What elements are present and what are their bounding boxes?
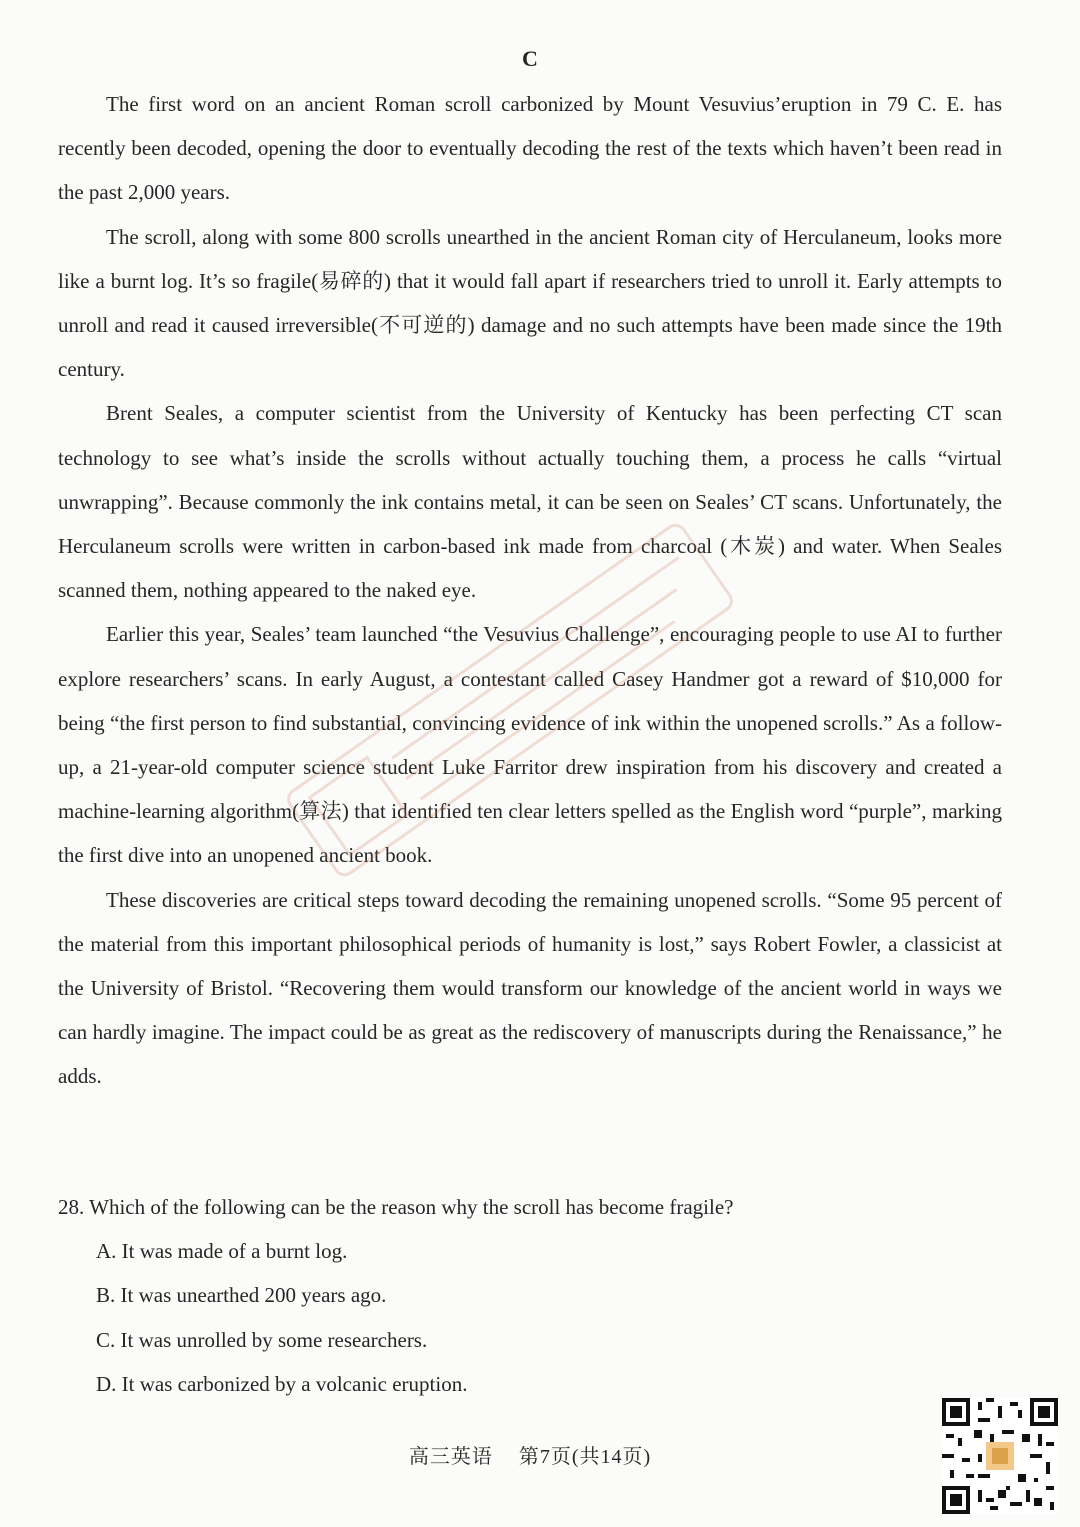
section-letter: C [522,46,538,71]
paragraph-4: Earlier this year, Seales’ team launched “the Vesuvius Challenge”, encouraging people to use AI to further explore researchers’ scans. In early August, a contestant called Casey Handmer got a reward of $10,000 for being “the first person to find substantial, convincing evidence of ink within the unopened scrolls.” As a follow-up, a 21-year-old computer science student Luke Farritor drew inspiration from his discovery and created a machine-learning algorithm(算法) that identified ten clear letters spelled as the English word “purple”, marking the first dive into an unopened ancient book. [58,622,1002,868]
option-d[interactable]: D. It was carbonized by a volcanic eruption. [96,1371,468,1396]
paragraph-2: The scroll, along with some 800 scrolls unearthed in the ancient Roman city of Herculaneum, looks more like a burnt log. It’s so fragile(易碎的) that it would fall apart if researchers tried to unroll it. Early attempts to unroll and read it caused irreversible(不可逆的) damage and no such attempts have been made since the 19th century. [58,224,1002,382]
footer-page-number: 第7页(共14页) [518,1446,652,1468]
option-b[interactable]: B. It was unearthed 200 years ago. [96,1283,387,1308]
qr-code-icon [942,1398,1058,1514]
paragraph-3: Brent Seales, a computer scientist from the University of Kentucky has been perfecting CT scan technology to see what’s inside the scrolls without actually touching them, a process he calls “virtual unwrapping”. Because commonly the ink contains metal, it can be seen on Seales’ CT scans. Unfortunately, the Herculaneum scrolls were written in carbon-based ink made from charcoal (木炭) and water. When Seales scanned them, nothing appeared to the naked eye. [58,401,1002,603]
question-28 [58,1185,1002,1406]
paragraph-5: These discoveries are critical steps toward decoding the remaining unopened scrolls. “Some 95 percent of the material from this important philosophical periods of humanity is lost,” says Robert Fowler, a classicist at the University of Bristol. “Recovering them would transform our knowledge of the ancient world in ways we can hardly imagine. The impact could be as great as the rediscovery of manuscripts during the Renaissance,” he adds. [58,887,1002,1089]
question-stem: 28. Which of the following can be the reason why the scroll has become fragile? [58,1195,734,1219]
reading-passage [58,82,1002,1099]
option-a[interactable]: A. It was made of a burnt log. [96,1239,348,1264]
paragraph-1: The first word on an ancient Roman scroll carbonized by Mount Vesuvius’eruption in 79 C. E. has recently been decoded, opening the door to eventually decoding the rest of the texts which haven’t been read in the past 2,000 years. [58,92,1002,205]
option-c[interactable]: C. It was unrolled by some researchers. [96,1327,428,1352]
footer-subject: 高三英语 [408,1446,493,1468]
page-footer [0,1440,1060,1469]
